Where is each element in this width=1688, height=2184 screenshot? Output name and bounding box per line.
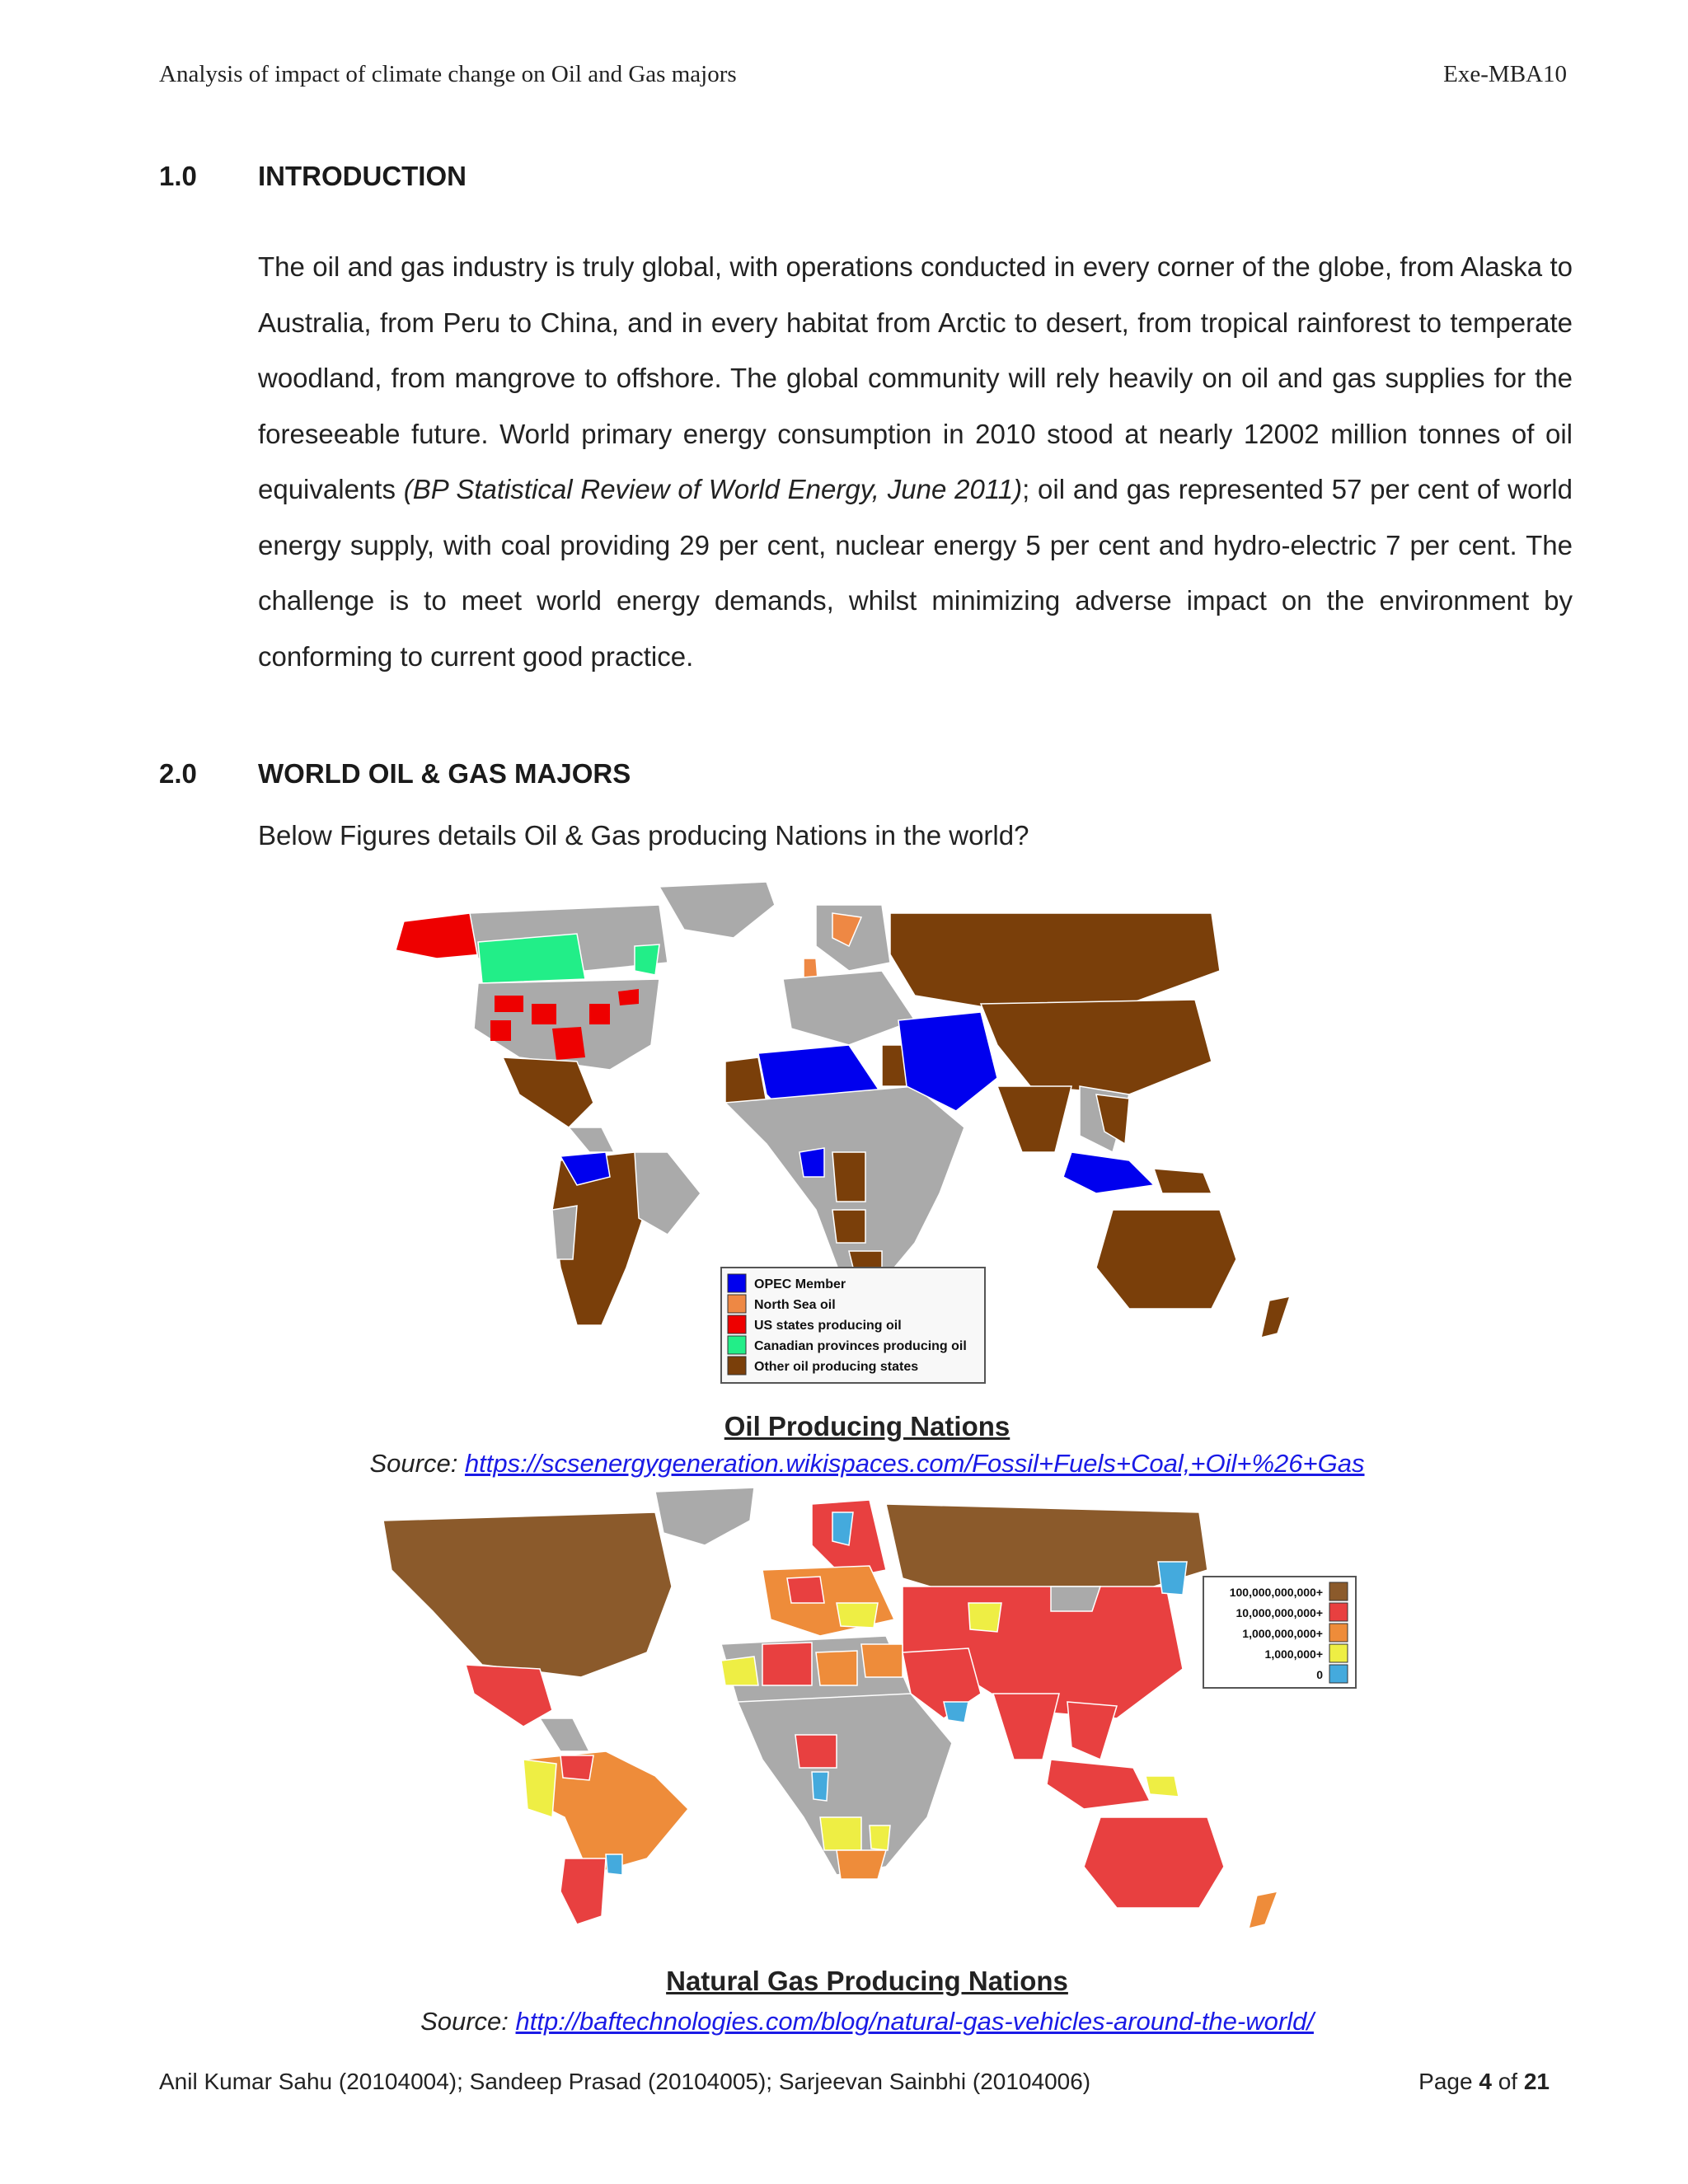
natural-gas-producing-nations-map xyxy=(375,1488,1364,1933)
legend-label: North Sea oil xyxy=(754,1298,836,1312)
figure-1-source-link[interactable]: https://scsenergygeneration.wikispaces.com/Fossil+Fuels+Coal,+Oil+%26+Gas xyxy=(464,1449,1365,1478)
intro-text-b: ; oil and gas represented 57 per cent of world energy supply, with coal providing 29 per cent, nuclear energy 5 per cent and hydro-electric 7 per cent. The challenge is to meet world energy demands, whilst minimizing adverse impact on the environment by conforming to current good practice. xyxy=(258,474,1573,672)
legend-swatch xyxy=(1329,1582,1348,1601)
section-2-number: 2.0 xyxy=(159,758,197,789)
oil-producing-nations-map xyxy=(387,880,1352,1391)
section-1-title: INTRODUCTION xyxy=(258,161,467,191)
figure-2-source-label: Source: xyxy=(420,2007,516,2036)
legend-swatch xyxy=(1329,1644,1348,1662)
figure-1-source-label: Source: xyxy=(369,1449,465,1478)
intro-text-a: The oil and gas industry is truly global, with operations conducted in every corner of the globe, from Alaska to Australia, from Peru to China, and in every habitat from Arctic to desert, from tropical rainforest to temperate woodland, from mangrove to offshore. The global community will rely heavily on oil and gas supplies for the foreseeable future. World primary energy consumption in 2010 stood at nearly 12002 million tonnes of oil equivalents xyxy=(258,251,1573,504)
legend-label: Canadian provinces producing oil xyxy=(754,1339,967,1353)
page-total: 21 xyxy=(1523,2069,1550,2094)
page-of: of xyxy=(1491,2069,1524,2094)
legend-label: OPEC Member xyxy=(754,1277,846,1291)
figure-2-source xyxy=(0,2007,1688,2036)
legend-swatch xyxy=(728,1315,746,1333)
intro-citation: (BP Statistical Review of World Energy, June 2011) xyxy=(403,474,1023,504)
header-title: Analysis of impact of climate change on Oil and Gas majors xyxy=(159,61,737,87)
section-2-intro: Below Figures details Oil & Gas producing Nations in the world? xyxy=(258,820,1029,851)
header-course: Exe-MBA10 xyxy=(1443,61,1567,87)
legend-swatch xyxy=(1329,1603,1348,1621)
introduction-paragraph xyxy=(258,239,1573,684)
page-label: Page xyxy=(1418,2069,1479,2094)
gas-map-legend xyxy=(1203,1577,1356,1688)
section-1-number: 1.0 xyxy=(159,161,197,191)
legend-swatch xyxy=(728,1357,746,1375)
figure-2-caption: Natural Gas Producing Nations xyxy=(666,1966,1068,1996)
legend-swatch xyxy=(728,1295,746,1313)
legend-label: 1,000,000+ xyxy=(1264,1647,1323,1661)
legend-label: Other oil producing states xyxy=(754,1360,919,1374)
legend-label: 1,000,000,000+ xyxy=(1242,1627,1323,1640)
page-current: 4 xyxy=(1479,2069,1492,2094)
legend-swatch xyxy=(1329,1624,1348,1642)
legend-swatch xyxy=(1329,1665,1348,1683)
figure-1-source xyxy=(0,1449,1688,1479)
figure-2-source-link[interactable]: http://baftechnologies.com/blog/natural-gas-vehicles-around-the-world/ xyxy=(515,2007,1314,2036)
legend-label: 10,000,000,000+ xyxy=(1236,1606,1323,1619)
legend-swatch xyxy=(728,1274,746,1292)
legend-label: US states producing oil xyxy=(754,1319,902,1333)
footer-authors: Anil Kumar Sahu (20104004); Sandeep Prasad (20104005); Sarjeevan Sainbhi (20104006) xyxy=(159,2069,1091,2094)
section-2-title: WORLD OIL & GAS MAJORS xyxy=(258,758,631,789)
legend-label: 100,000,000,000+ xyxy=(1229,1586,1323,1599)
figure-1-caption: Oil Producing Nations xyxy=(724,1411,1010,1441)
oil-map-legend xyxy=(721,1268,985,1383)
legend-label: 0 xyxy=(1316,1668,1323,1681)
page-number xyxy=(1418,2069,1550,2095)
legend-swatch xyxy=(728,1336,746,1354)
